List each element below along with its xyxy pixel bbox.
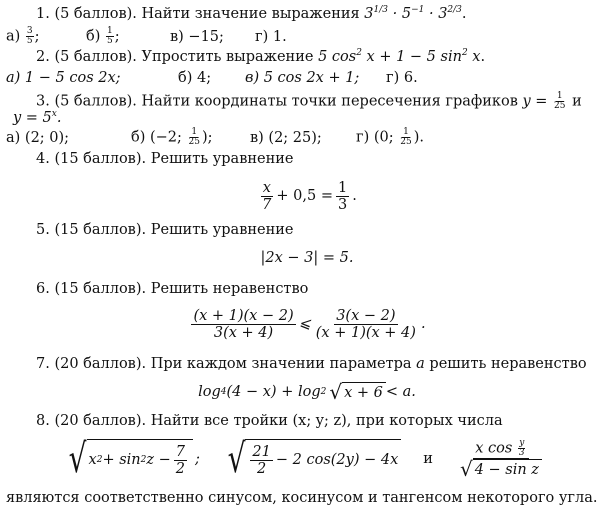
- problem-5-heading: 5. (15 баллов). Решить уравнение: [36, 222, 294, 238]
- den: (x + 1)(x + 4): [315, 324, 416, 341]
- t: x: [88, 452, 97, 468]
- frac-7-2: [174, 444, 187, 477]
- option-b-fraction: [106, 27, 114, 46]
- den: [458, 456, 544, 481]
- exp-3: 2/3: [447, 5, 462, 16]
- option-a-label: а): [6, 28, 25, 45]
- den: 2: [257, 460, 267, 477]
- lhs-fraction: [191, 308, 295, 341]
- problem-2-line: [36, 49, 485, 66]
- problem-3-option-c: в) (2; 25);: [250, 130, 322, 146]
- option-d-label: г): [356, 129, 374, 146]
- exp-2: −1: [411, 5, 425, 16]
- dot-1: ·: [388, 6, 402, 22]
- num: (x + 1)(x − 2): [193, 307, 294, 324]
- problem-6-heading: 6. (15 баллов). Решить неравенство: [36, 281, 309, 297]
- sqrt-2: [226, 435, 401, 482]
- den: 2: [175, 460, 186, 477]
- problem-1-option-d: г) 1.: [255, 29, 287, 45]
- problem-1-line: [36, 6, 467, 23]
- log-1: log: [198, 384, 221, 400]
- arg-1: (4 − x) + log: [226, 384, 321, 400]
- radical-sign: √: [227, 435, 246, 482]
- option-d-fraction: [399, 128, 412, 147]
- problem-6-inequality: [0, 303, 614, 345]
- problem-3-option-b: [131, 128, 213, 147]
- close: ).: [413, 129, 424, 146]
- end-1: .: [461, 6, 467, 22]
- problem-8-expressions: [0, 434, 614, 484]
- problem-7-heading-end: решить неравенство: [424, 356, 587, 372]
- den: 7: [262, 196, 272, 213]
- mid: + 0,5 =: [276, 188, 333, 204]
- sqrt-1: [67, 435, 193, 482]
- end: .: [352, 188, 357, 204]
- den: 25: [188, 137, 200, 147]
- close: );: [201, 129, 213, 146]
- num: [473, 439, 528, 459]
- problem-5-equation: |2x − 3| = 5.: [260, 250, 354, 266]
- num: 1: [556, 91, 563, 101]
- t: z −: [146, 452, 171, 468]
- den: 25: [400, 137, 412, 147]
- sqrt-3: [459, 456, 542, 481]
- t: x cos: [475, 440, 517, 456]
- sep: ;: [114, 28, 120, 45]
- problem-2-option-d: г) 6.: [386, 70, 418, 86]
- end: .: [420, 316, 426, 332]
- num: 3(x − 2): [336, 307, 396, 324]
- exp-1: 1/3: [373, 5, 389, 16]
- problem-2-option-c: в) 5 cos 2x + 1;: [245, 70, 360, 86]
- rhs-fraction: [314, 308, 418, 341]
- base-2: 5: [401, 6, 412, 22]
- num: y: [519, 437, 525, 448]
- num: 1: [337, 179, 348, 196]
- frac-21-2: [250, 444, 272, 477]
- num: 1: [191, 127, 198, 137]
- rest: − 2 cos(2y) − 4x: [275, 452, 399, 468]
- end-2: .: [480, 49, 486, 65]
- base-1: 3: [364, 6, 374, 22]
- relation: < a.: [385, 384, 416, 400]
- y2-exp: x: [51, 109, 57, 120]
- sep-1: ;: [195, 451, 200, 467]
- problem-3-option-a: а) (2; 0);: [6, 130, 70, 146]
- radical-sign: √: [459, 456, 473, 481]
- den: 5: [107, 36, 113, 46]
- pow-1: 2: [356, 48, 362, 59]
- num: 3: [26, 26, 33, 36]
- num: x: [262, 179, 271, 196]
- option-b-fraction: [188, 128, 201, 147]
- problem-4-equation: [0, 176, 614, 216]
- parameter-var: a: [416, 356, 425, 372]
- problem-2-option-b: б) 4;: [178, 70, 212, 86]
- problem-1-option-a: [6, 27, 40, 46]
- dot-2: ·: [424, 6, 439, 22]
- problem-3-line: [36, 92, 582, 111]
- den: 25: [554, 101, 566, 111]
- problem-8-heading: 8. (20 баллов). Найти все тройки (x; y; z), при которых числа: [36, 413, 503, 429]
- term-2: x + 1 − 5 sin: [361, 49, 462, 65]
- problem-7-line: [36, 356, 587, 373]
- y-over-3: [518, 439, 526, 458]
- radicand-2: [245, 439, 401, 480]
- relation: ⩽: [298, 316, 311, 332]
- problem-2-option-a: а) 1 − 5 cos 2x;: [6, 70, 121, 86]
- sqrt: [329, 379, 386, 404]
- problem-8-footer: являются соответственно синусом, косинусом и тангенсом некоторого угла.: [6, 490, 598, 506]
- problem-1-expression: [364, 6, 462, 22]
- t: + sin: [102, 452, 141, 468]
- radicand-3: 4 − sin z: [473, 459, 542, 480]
- pow-2: 2: [461, 48, 468, 59]
- den: 3(x + 4): [213, 324, 274, 341]
- y1-fraction: [553, 92, 566, 111]
- den: 5: [26, 36, 33, 46]
- base-3: 3: [438, 6, 448, 22]
- num: 21: [252, 443, 271, 460]
- problem-3-line-2: [13, 110, 61, 127]
- problem-3-option-d: [356, 128, 424, 147]
- term-1: 5 cos: [318, 49, 357, 65]
- problem-1-option-c: в) −15;: [170, 29, 224, 45]
- and-word: и: [567, 93, 582, 110]
- den: 3: [518, 447, 525, 458]
- problem-7-heading: 7. (20 баллов). При каждом значении параметра: [36, 356, 417, 372]
- radical-sign: √: [329, 379, 343, 404]
- num: 1: [403, 127, 409, 137]
- problem-1-heading: 1. (5 баллов). Найти значение выражения: [36, 6, 365, 22]
- y1-label: y =: [522, 93, 553, 110]
- lhs-fraction: [260, 180, 273, 213]
- radical-sign: √: [68, 435, 87, 482]
- radicand-1: x 2 + sin 2 z − $\frac{7}{2}$: [87, 439, 193, 480]
- open: (0;: [373, 129, 399, 146]
- and-word: и: [423, 451, 433, 467]
- rhs-fraction: [336, 180, 349, 213]
- sep: ;: [34, 28, 40, 45]
- problem-2-heading: 2. (5 баллов). Упростить выражение: [36, 49, 319, 65]
- problem-1-option-b: [86, 27, 120, 46]
- num: 1: [107, 26, 113, 36]
- problem-3-heading: 3. (5 баллов). Найти координаты точки пересечения графиков: [36, 93, 523, 110]
- tan-fraction: [458, 439, 544, 480]
- problem-4-heading: 4. (15 баллов). Решить уравнение: [36, 151, 294, 167]
- option-b-label: б): [86, 28, 105, 45]
- problem-2-expression: [318, 49, 480, 65]
- term-3: x: [467, 49, 481, 65]
- radicand: x + 6: [342, 382, 386, 403]
- y2-label: y = 5: [13, 110, 52, 126]
- num: 7: [175, 443, 186, 460]
- y2-end: .: [56, 110, 62, 126]
- problem-7-inequality: log 4 (4 − x) + log 2 √ x + 6 < a.: [198, 379, 416, 404]
- option-a-fraction: [26, 27, 34, 46]
- den: 3: [337, 196, 348, 213]
- option-b-label: б): [131, 129, 150, 146]
- open: (−2;: [150, 129, 187, 146]
